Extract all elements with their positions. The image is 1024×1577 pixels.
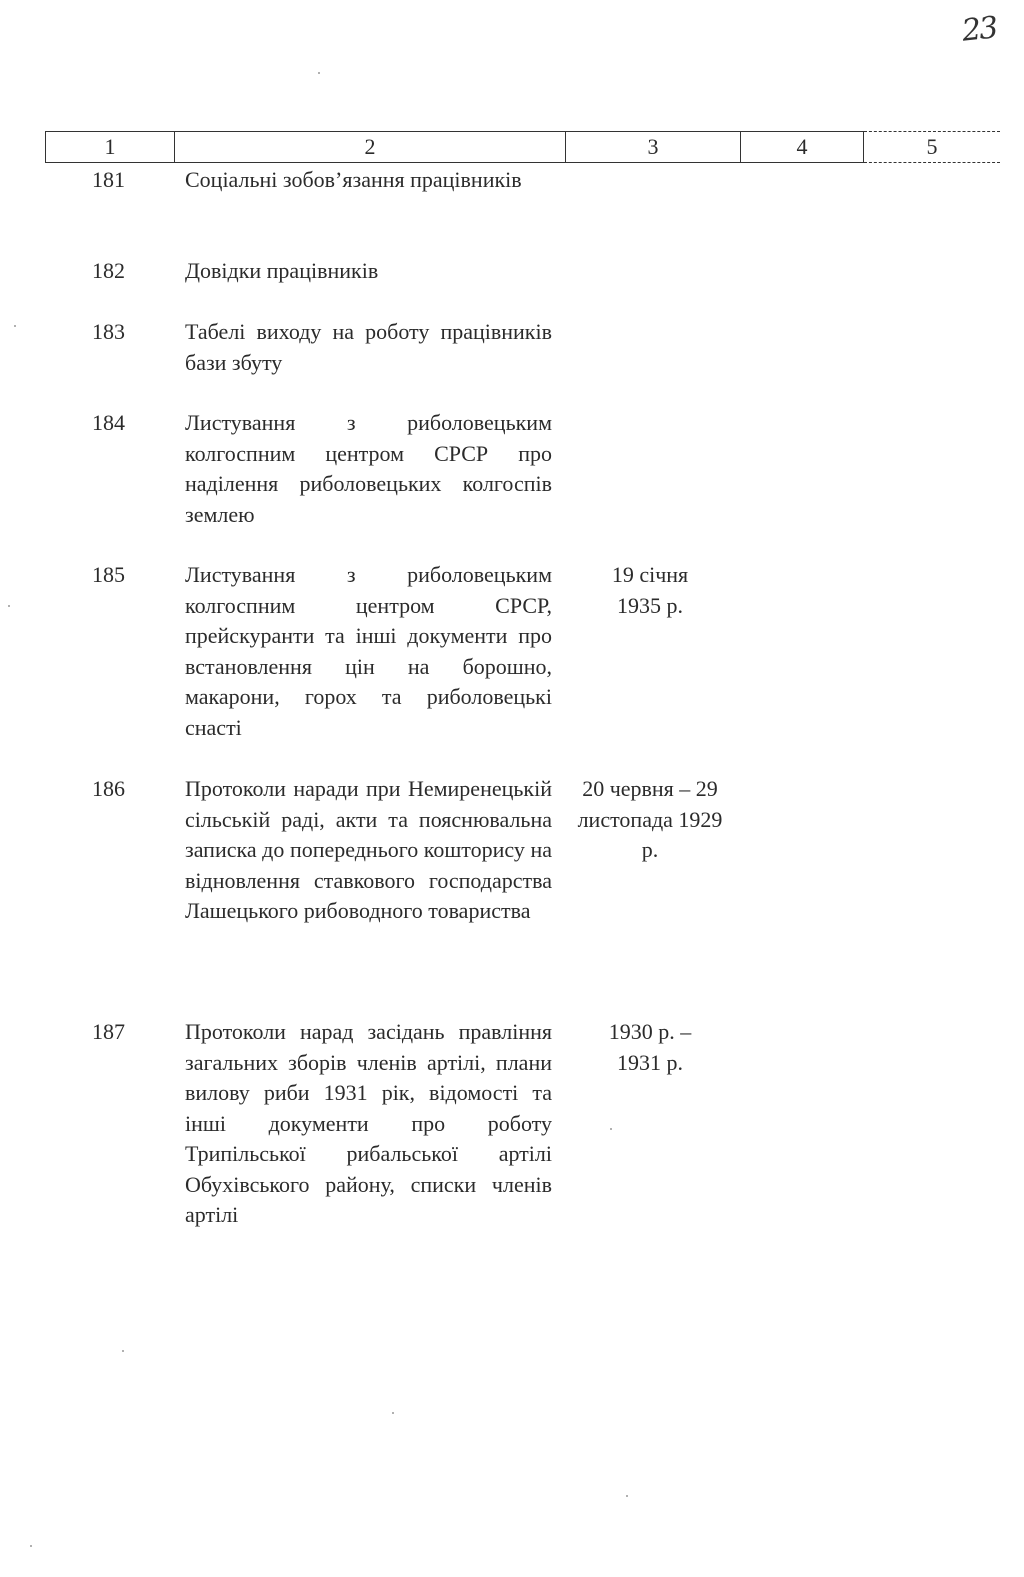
record-dates: 19 січня 1935 р.: [611, 562, 689, 618]
page-number: 23: [960, 10, 998, 49]
record-number: 184: [92, 410, 125, 435]
record-number: 181: [92, 167, 125, 192]
scan-speck: [14, 325, 16, 327]
record-title: Довідки працівників: [185, 258, 379, 283]
record-title: Протоколи нарад засідань правління загальних зборів членів артілі, плани вилову риби 1931 рік, відомості та інші документи про роботу Трипільської рибальської артілі Обухівського району, списки членів артілі: [185, 1019, 552, 1227]
record-title: Соціальні зобов’язання працівників: [185, 167, 522, 192]
scan-speck: [626, 1495, 628, 1497]
scan-speck: [30, 1545, 32, 1547]
column-header-5: 5: [864, 132, 1001, 163]
record-number: 183: [92, 319, 125, 344]
scan-speck: [122, 1350, 124, 1352]
record-title: Листування з риболовецьким колгоспним центром СРСР, прейскуранти та інші документи про встановлення цін на борошно, макарони, горох та риболовецькі снасті: [185, 562, 552, 740]
record-dates: 1930 р. – 1931 р.: [608, 1019, 692, 1075]
record-number: 182: [92, 258, 125, 283]
column-header-3: 3: [566, 132, 741, 163]
record-number: 187: [92, 1019, 125, 1044]
record-title: Листування з риболовецьким колгоспним центром СРСР про наділення риболовецьких колгоспів землею: [185, 410, 552, 527]
scan-speck: [392, 1412, 394, 1414]
record-title: Табелі виходу на роботу працівників бази збуту: [185, 319, 552, 375]
record-dates: 20 червня – 29 листопада 1929 р.: [577, 776, 723, 862]
scan-speck: [8, 605, 10, 607]
record-number: 185: [92, 562, 125, 587]
column-header-2: 2: [175, 132, 566, 163]
column-header-1: 1: [46, 132, 175, 163]
column-header-4: 4: [741, 132, 864, 163]
scan-speck: [318, 72, 320, 74]
record-title: Протоколи наради при Немиренецькій сільській раді, акти та пояснювальна записка до попереднього кошторису на відновлення ставкового господарства Лашецького рибоводного товариства: [185, 776, 552, 923]
column-header-table: [45, 131, 1000, 163]
scan-speck: [610, 1128, 612, 1130]
record-number: 186: [92, 776, 125, 801]
